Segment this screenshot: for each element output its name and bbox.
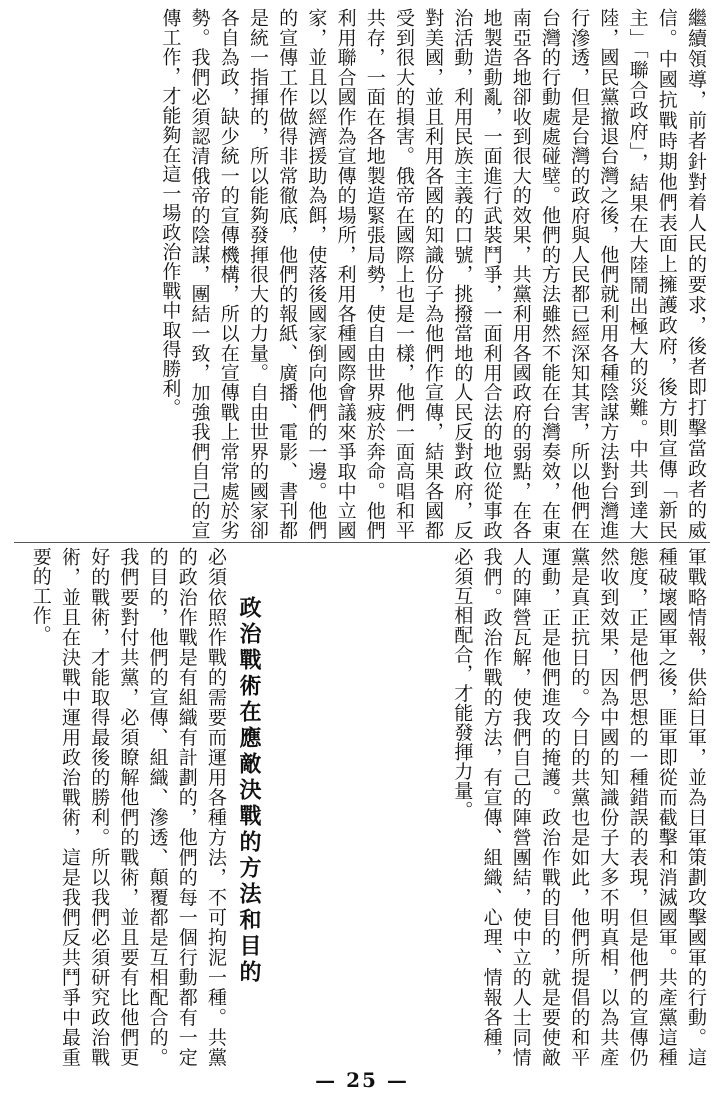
upper-text-block: 繼續領導，前者針對着人民的要求，後者即打擊當政者的威信。中國抗戰時期他們表面上擁護政府，後方則宣傳「新民主」「聯合政府」，結果在大陸鬧出極大的災難。中共到達大陸，國民黨撤退台灣之後，他們就利用各種陰謀方法對台灣進行滲透，但是台灣的政府與人民都已經深知其害，所以他們在台灣的行動處處碰壁。他們的方法雖然不能在台灣奏效，在東南亞各地卻收到很大的效果，共黨利用各國政府的弱點，在各地製造動亂，一面進行武裝鬥爭，一面利用合法的地位從事政治活動，利用民族主義的口號，挑撥當地的人民反對政府，反對美國，並且利用各國的知識份子為他們作宣傳，結果各國都受到很大的損害。俄帝在國際上也是一樣，他們一面高唱和平共存，一面在各地製造緊張局勢，使自由世界疲於奔命。他們利用聯合國作為宣傳的場所，利用各種國際會議來爭取中立國家，並且以經濟援助為餌，使落後國家倒向他們的一邊。他們的宣傳工作做得非常徹底，他們的報紙、廣播、電影、書刊都是統一指揮的，所以能夠發揮很大的力量。自由世界的國家卻各自為政，缺少統一的宣傳機構，所以在宣傳戰上常常處於劣勢。我們必須認清俄帝的陰謀，團結一致，加強我們自己的宣傳工作，才能夠在這一場政治作戰中取得勝利。 [159, 8, 707, 540]
page-number: — 25 — [315, 1068, 409, 1092]
lower-left-text-block: 必須依照作戰的需要而運用各種方法，不可拘泥一種。共黨的政治作戰是有組織有計劃的，他們的每一個行動都有一定的目的，他們的宣傳、組織、滲透、顛覆都是互相配合的。我們要對付共黨，必須瞭解他們的戰術，並且要有比他們更好的戰術，才能取得最後的勝利。所以我們必須研究政治戰術，並且在決戰中運用政治戰術，這是我們反共鬥爭中最重要的工作。 [29, 547, 227, 1067]
lower-right-text-block: 軍戰略情報，供給日軍，並為日軍策劃攻擊國軍的行動。這種破壞國軍之後，匪軍即從而截擊和消滅國軍。共產黨這種態度，正是他們思想的一種錯誤的表現，但是他們的宣傳仍然收到效果，因為中國的知識份子大多不明真相，以為共產黨是真正抗日的。今日的共黨也是如此，他們所提倡的和平運動，正是他們進攻的掩護。政治作戰的目的，就是要使敵人的陣營瓦解，使我們自己的陣營團結，使中立的人士同情我們。政治作戰的方法，有宣傳、組織、心理、情報各種，必須互相配合，才能發揮力量。 [451, 547, 707, 1067]
section-divider [14, 542, 710, 543]
section-heading: 政治戰術在應敵決戰的方法和目的 [236, 596, 261, 986]
